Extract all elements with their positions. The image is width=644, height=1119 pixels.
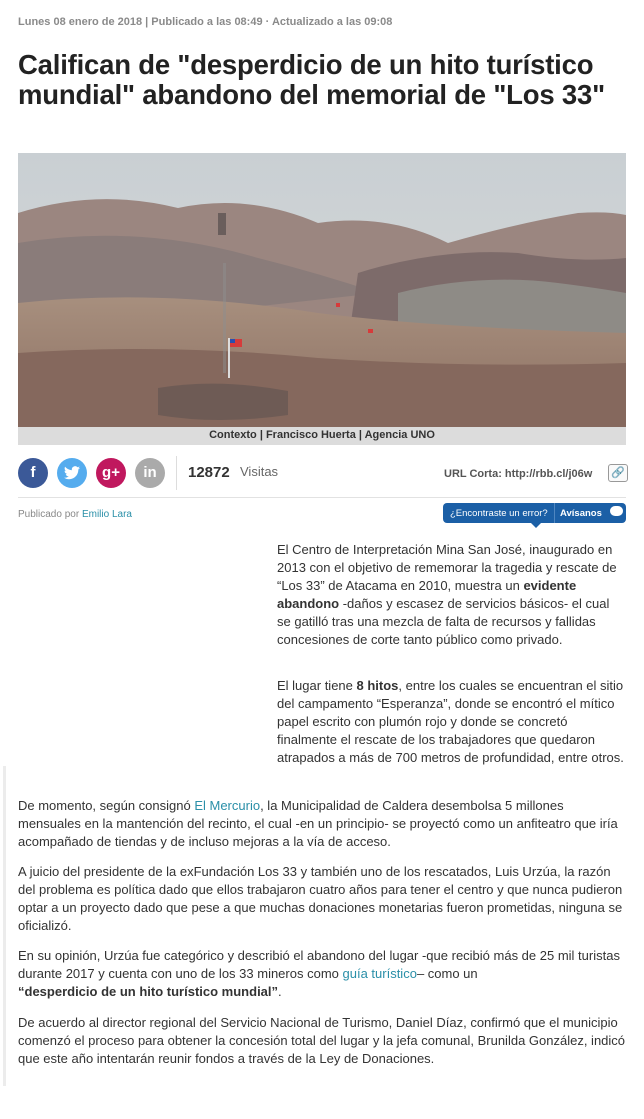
paragraph-2: El lugar tiene 8 hitos, entre los cuales se encuentran el sitio del campamento “Esperanza”, donde se encontró el mítico papel escrito con plumón rojo y donde se concretó finalmente el rescate de los trabajadores que quedaron atrapados a más de 700 metros de profundidad, entre otros. [277,678,624,765]
author-link[interactable]: Emilio Lara [81,509,132,520]
visits-count: 12872 [188,464,230,481]
linkedin-icon: in [143,464,157,481]
facebook-icon: f [30,464,36,481]
report-error-button[interactable] [443,503,626,523]
article-title: Califican de "desperdicio de un hito turístico mundial" abandono del memorial de "Los 33" [18,49,605,110]
googleplus-share-button[interactable] [96,458,126,488]
paragraph-5: En su opinión, Urzúa fue categórico y describió el abandono del lugar -que recibió más de 25 mil turistas durante 2017 y cuenta con uno de los 33 mineros como guía turístico– como un “desperdicio de un hito turístico mundial”. [18,948,620,999]
byline [18,509,132,520]
twitter-bird-icon [64,466,80,480]
twitter-share-button[interactable] [57,458,87,488]
paragraph-6: De acuerdo al director regional del Servicio Nacional de Turismo, Daniel Díaz, confirmó que el municipio comenzó el proceso para obtener la concesión total del lugar y la jefa comunal, Brunilda González, indicó que este año intentarán reunir fondos a través de la Ley de Donaciones. [18,1015,626,1066]
short-url[interactable]: URL Corta: http://rbb.cl/j06w [444,468,593,480]
speech-bubble-icon [610,506,623,516]
paragraph-4: A juicio del presidente de la exFundación Los 33 y también uno de los rescatados, Luis Urzúa, la razón del problema es política dado que ellos trabajaron cuatro años para tener el centro y que nunca pudieron optar a un proyecto dado que pese a que muchas donaciones monetarias fueron prometidas, ninguna se oficializó. [18,864,623,933]
article-dateline: Lunes 08 enero de 2018 | Publicado a las 08:49 · Actualizado a las 09:08 [18,16,393,28]
image-caption: Contexto | Francisco Huerta | Agencia UNO [18,427,626,445]
header-divider [18,497,626,498]
left-rail [3,766,6,1086]
paragraph-3: De momento, según consignó El Mercurio, la Municipalidad de Caldera desembolsa 5 millones mensuales en la mantención del recinto, el cual -en un principio- se proyectó como un anfiteatro que iría acompañado de tiendas y de incluso mejoras a la vía de acceso. [18,798,618,849]
byline-prefix: Publicado por [18,509,80,520]
error-action: Avísanos [560,508,602,519]
share-bar [18,456,626,490]
copy-link-icon[interactable]: 🔗 [608,464,628,482]
error-box-pointer [531,523,541,528]
error-box-separator [554,503,555,523]
facebook-share-button[interactable] [18,458,48,488]
landscape-photo [18,153,626,427]
visits-label: Visitas [240,464,279,479]
googleplus-icon: g+ [102,464,120,481]
article-photo [18,153,626,427]
el-mercurio-link[interactable]: El Mercurio [194,798,261,813]
guia-turistico-link[interactable]: guía turístico [342,966,417,981]
linkedin-share-button[interactable] [135,458,165,488]
paragraph-1: El Centro de Interpretación Mina San José, inaugurado en 2013 con el objetivo de rememorar la tragedia y rescate de “Los 33” de Atacama en 2010, muestra un evidente abandono -daños y escasez de servicios básicos- el cual se gatilló tras una mezcla de falta de recursos y fallidas concesiones de corte tanto público como privado. [277,542,617,647]
share-divider [176,456,177,490]
error-question: ¿Encontraste un error? [450,508,548,519]
